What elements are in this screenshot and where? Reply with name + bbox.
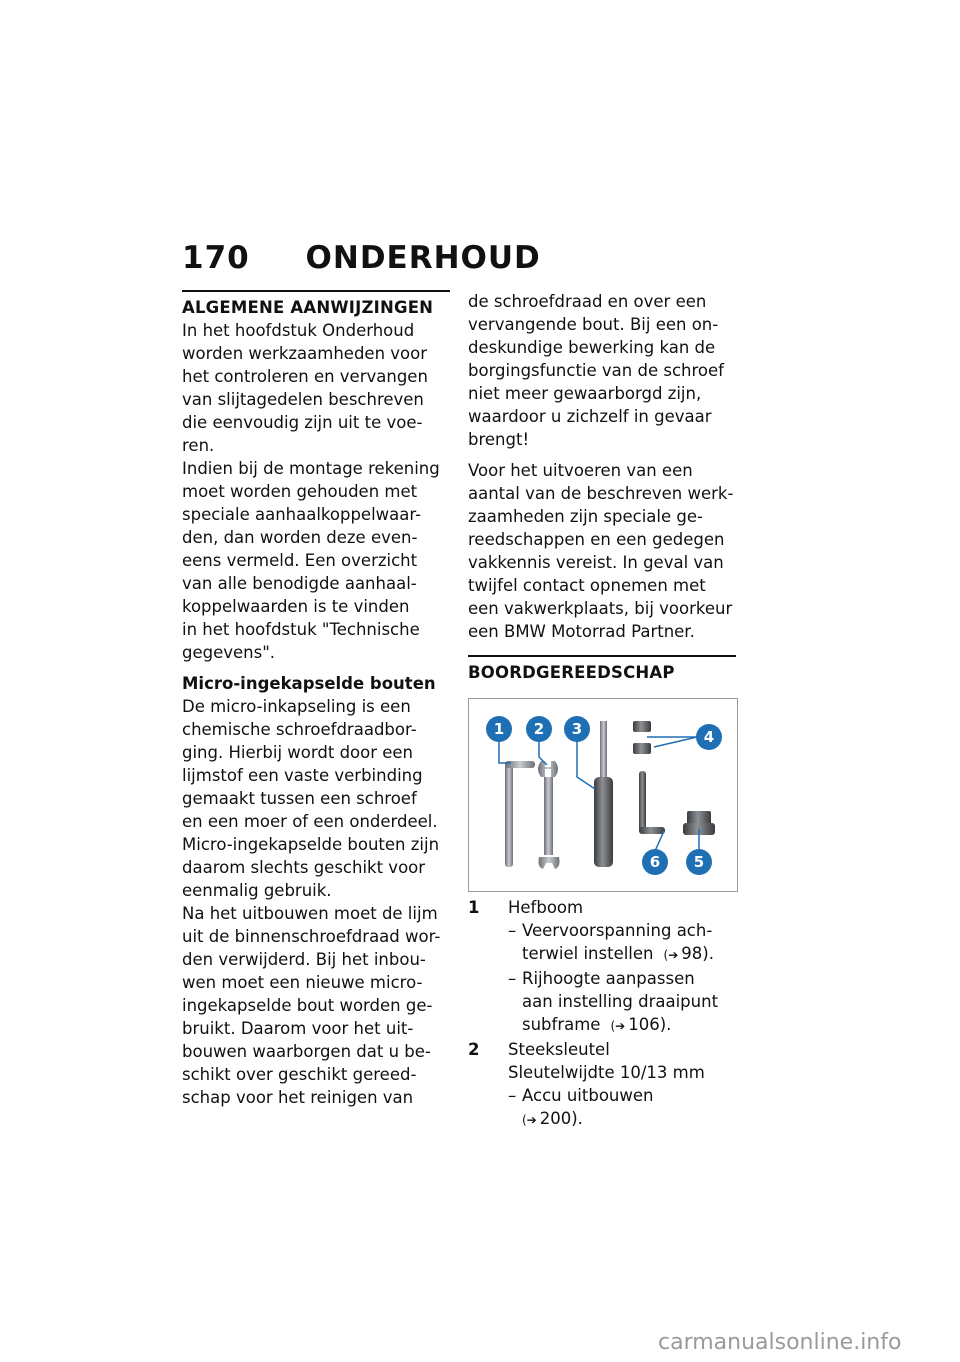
page-header — [182, 240, 541, 276]
legend-title: Steeksleutel — [508, 1040, 610, 1059]
legend-subtitle: Sleutelwijdte 10/13 mm — [508, 1063, 705, 1082]
callout-1-label: 1 — [493, 720, 505, 738]
toolkit-legend — [468, 896, 736, 1132]
paragraph: Indien bij de montage rekening moet worden gehouden met speciale aanhaalkoppelwaar- den, dan worden deze even- eens vermeld. Een overzicht van alle benodigde aanhaal- koppelwaarden is te vinden in het hoofdstuk "Technische gegevens". — [182, 459, 440, 662]
screwdriver-tool-icon — [594, 721, 613, 867]
legend-number: 1 — [468, 898, 480, 917]
allen-key-icon — [639, 771, 665, 834]
callout-5-label: 5 — [693, 853, 705, 871]
chapter-title: ONDERHOUD — [305, 240, 541, 276]
legend-number: 2 — [468, 1040, 480, 1059]
wrench-tool-icon — [538, 761, 560, 869]
bullet-text: Accu uitbouwen — [522, 1086, 654, 1105]
watermark: carmanualsonline.info — [658, 1330, 902, 1355]
legend-item — [468, 896, 736, 1038]
right-column — [468, 290, 736, 1132]
legend-item — [468, 1038, 736, 1132]
paragraph: Na het uitbouwen moet de lijm uit de binnenschroefdraad wor- den verwijderd. Bij het inbou- wen moet een nieuwe micro- ingekapselde bout worden ge- bruikt. Daarom voor het uit- bouwen waarborgen dat u be- schikt over geschikt gereed- schap voor het reinigen van — [182, 904, 441, 1107]
left-column — [182, 290, 450, 1109]
paragraph: Voor het uitvoeren van een aantal van de beschreven werk- zaamheden zijn speciale ge- reedschappen en een gedegen vakkennis vereist. In geval van twijfel contact opnemen met een vakwerkplaats, bij voorkeur een BMW Motorrad Partner. — [468, 461, 734, 641]
legend-bullet — [508, 1084, 736, 1132]
paragraph: De micro-inkapseling is een chemische schroefdraadbor- ging. Hierbij wordt door een lijmstof een vaste verbinding gemaakt tussen een schroef en een moer of een onderdeel. Micro-ingekapselde bouten zijn daarom slechts geschikt voor eenmalig gebruik. — [182, 697, 440, 900]
callout-4-label: 4 — [703, 728, 715, 746]
subheading-micro-bolts: Micro-ingekapselde bouten — [182, 674, 436, 693]
bullet-text: Veervoorspanning ach- terwiel instellen — [522, 921, 713, 963]
toolkit-drawing — [469, 699, 737, 891]
callout-3-label: 3 — [571, 720, 583, 738]
page-reference[interactable]: 106). — [628, 1015, 672, 1034]
callout-2-label: 2 — [533, 720, 545, 738]
section-heading-toolkit: BOORDGEREEDSCHAP — [468, 655, 736, 682]
page-reference-icon: (➔ — [522, 1113, 537, 1127]
page-reference-icon: (➔ — [663, 948, 679, 962]
paragraph: de schroefdraad en over een vervangende bout. Bij een on- deskundige bewerking kan de borgingsfunctie van de schroef niet meer gewaarborgd zijn, waardoor u zichzelf in gevaar brengt! — [468, 292, 724, 449]
legend-bullet — [508, 919, 736, 967]
callout-6-label: 6 — [649, 853, 661, 871]
page-reference-icon: (➔ — [610, 1019, 626, 1033]
lever-tool-icon — [505, 761, 535, 867]
legend-bullet — [508, 967, 736, 1038]
bullet-text: Rijhoogte aanpassen aan instelling draaipunt subframe — [522, 969, 719, 1034]
legend-title: Hefboom — [508, 898, 584, 917]
page-reference[interactable]: 98). — [681, 944, 714, 963]
section-heading-general: ALGEMENE AANWIJZINGEN — [182, 290, 450, 317]
paragraph: In het hoofdstuk Onderhoud worden werkzaamheden voor het controleren en vervangen van slijtagedelen beschreven die eenvoudig zijn uit te voe- ren. — [182, 321, 428, 455]
page-reference[interactable]: 200). — [539, 1109, 583, 1128]
page-number: 170 — [182, 240, 250, 276]
toolkit-illustration — [468, 698, 738, 892]
